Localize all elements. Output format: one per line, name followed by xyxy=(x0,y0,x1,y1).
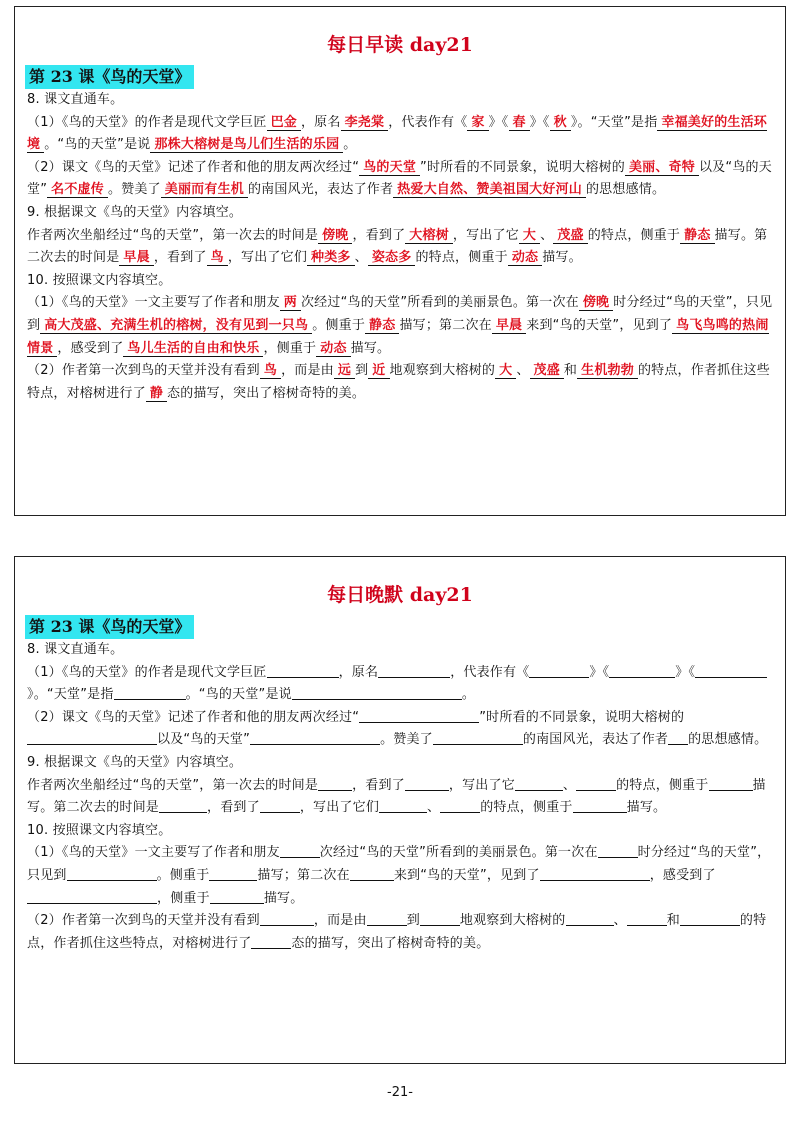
blank-dynamic-2[interactable] xyxy=(210,889,264,904)
blank-big[interactable] xyxy=(515,776,563,791)
answer-place: 鸟的天堂 xyxy=(359,160,420,176)
answer-kinds: 种类多 xyxy=(307,250,355,266)
blank-real-name[interactable] xyxy=(378,663,450,678)
q9-body: 作者两次坐船经过“鸟的天堂”，第一次去的时间是 傍晚 ，看到了 大榕树 ，写出了它 大 、 茂盛 的特点，侧重于 静态 描写。第二次去的时间是 早晨 ，看到了 鸟 ，写出了它们 种类多 、 姿态多 的特点，侧重于 动态 描写。 xyxy=(27,227,768,266)
blank-scenery[interactable] xyxy=(433,730,523,745)
evening-dictation-panel xyxy=(14,556,786,1064)
answer-static-3: 静 xyxy=(146,386,167,402)
answer-worthy: 名不虚传 xyxy=(47,182,108,198)
q8-part1: （1）《鸟的天堂》的作者是现代文学巨匠 ，原名 ，代表作有《 》《 》《》。“天堂”是指 。“鸟的天堂”是说 。 xyxy=(27,662,775,707)
blank-first-time[interactable] xyxy=(318,776,352,791)
blank-place[interactable] xyxy=(359,708,479,723)
answer-dynamic-2: 动态 xyxy=(316,341,350,357)
answer-author: 巴金 xyxy=(267,115,301,131)
blank-second-time[interactable] xyxy=(159,798,207,813)
answer-evening: 傍晚 xyxy=(579,295,613,311)
answer-first-saw: 大榕树 xyxy=(405,228,453,244)
answer-heaven-meaning: 幸福美好的生活环境 xyxy=(27,114,768,153)
answer-static-2: 静态 xyxy=(365,318,399,334)
blank-far[interactable] xyxy=(367,911,407,926)
blank-kinds[interactable] xyxy=(379,798,427,813)
q8-heading: 8. 课文直通车。 xyxy=(27,642,124,657)
answer-second-saw: 鸟 xyxy=(207,250,228,266)
blank-work-2[interactable] xyxy=(609,663,675,678)
blank-morning[interactable] xyxy=(350,866,394,881)
answer-near: 近 xyxy=(368,363,389,379)
answer-feeling: 热爱大自然、赞美祖国大好河山 xyxy=(393,182,586,198)
q10-heading: 10. 按照课文内容填空。 xyxy=(27,272,172,288)
blank-author[interactable] xyxy=(267,663,339,678)
q10-part1: （1）《鸟的天堂》一文主要写了作者和朋友 次经过“鸟的天堂”所看到的美丽景色。第一次在 时分经过“鸟的天堂”，只见到 。侧重于 描写；第二次在 来到“鸟的天堂”，见到了 ，感受到了，侧重于 描写。 xyxy=(27,845,771,906)
blank-work-1[interactable] xyxy=(529,663,589,678)
blank-near[interactable] xyxy=(420,911,460,926)
blank-no-bird[interactable] xyxy=(260,911,314,926)
blank-static-2[interactable] xyxy=(209,866,257,881)
blank-dynamic[interactable] xyxy=(573,798,627,813)
q9-body: 作者两次坐船经过“鸟的天堂”，第一次去的时间是 ，看到了 ，写出了它 、 的特点，侧重于 描写。第二次去的时间是 ，看到了 ，写出了它们 、 的特点，侧重于 描写。 xyxy=(27,777,766,816)
answer-work-2: 春 xyxy=(509,115,530,131)
q10-part2: （2）作者第一次到鸟的天堂并没有看到 ，而是由 到 地观察到大榕树的 、 和 的特点，作者抓住这些特点，对榕树进行了 态的描写，突出了榕树奇特的美。 xyxy=(27,913,767,951)
blank-freedom[interactable] xyxy=(27,889,157,904)
answer-real-name: 李尧棠 xyxy=(341,115,389,131)
evening-lesson-heading: 第 23 课《鸟的天堂》 xyxy=(25,615,194,639)
q10-part2: （2）作者第一次到鸟的天堂并没有看到 鸟 ，而是由 远 到 近 地观察到大榕树的 大 、 茂盛 和 生机勃勃 的特点，作者抓住这些特点，对榕树进行了 静 态的描写，突出了榕树奇特的美。 xyxy=(27,363,770,401)
blank-tree-lush[interactable] xyxy=(627,911,667,926)
evening-title: 每日晚默 day21 xyxy=(327,584,473,606)
answer-first-time: 傍晚 xyxy=(318,228,352,244)
blank-evening[interactable] xyxy=(598,843,638,858)
answer-times: 两 xyxy=(280,295,301,311)
blank-lively-scene[interactable] xyxy=(540,866,650,881)
morning-content xyxy=(27,89,775,405)
q8-heading: 8. 课文直通车。 xyxy=(27,92,124,107)
blank-tree-big[interactable] xyxy=(566,911,614,926)
answer-lively-scene: 鸟飞鸟鸣的热闹情景 xyxy=(27,317,769,356)
q8-part2: （2）课文《鸟的天堂》记述了作者和他的朋友两次经过“ ”时所看的不同景象，说明大榕树的以及“鸟的天堂” 。赞美了 的南国风光，表达了作者 的思想感情。 xyxy=(27,709,768,748)
answer-lush: 茂盛 xyxy=(553,228,587,244)
morning-reading-panel xyxy=(14,6,786,516)
blank-static[interactable] xyxy=(709,776,753,791)
q9-heading: 9. 根据课文《鸟的天堂》内容填空。 xyxy=(27,754,243,770)
blank-second-saw[interactable] xyxy=(260,798,300,813)
answer-bird-heaven-meaning: 那株大榕树是鸟儿们生活的乐园 xyxy=(150,137,343,153)
q10-part1: （1）《鸟的天堂》一文主要写了作者和朋友 两 次经过“鸟的天堂”所看到的美丽景色。第一次在 傍晚 时分经过“鸟的天堂”，只见到 高大茂盛、充满生机的榕树，没有见到一只鸟 。侧重于 静态 描写；第二次在 早晨 来到“鸟的天堂”，见到了 鸟飞鸟鸣的热闹情景 ，感受到了 鸟儿生活的自由和快乐 ，侧重于 动态 描写。 xyxy=(27,295,773,356)
q10-heading: 10. 按照课文内容填空。 xyxy=(27,822,172,838)
blank-tree-scene[interactable] xyxy=(67,866,157,881)
evening-content xyxy=(27,639,775,955)
blank-static-3[interactable] xyxy=(251,934,291,949)
answer-tree-big: 大 xyxy=(495,363,516,379)
blank-poses[interactable] xyxy=(440,798,480,813)
answer-second-time: 早晨 xyxy=(119,250,153,266)
blank-times[interactable] xyxy=(280,843,320,858)
answer-no-bird: 鸟 xyxy=(260,363,281,379)
morning-lesson-heading: 第 23 课《鸟的天堂》 xyxy=(25,65,194,89)
answer-beauty: 美丽、奇特 xyxy=(625,160,699,176)
answer-work-1: 家 xyxy=(467,115,488,131)
answer-tree-scene: 高大茂盛、充满生机的榕树，没有见到一只鸟 xyxy=(40,318,312,334)
answer-static: 静态 xyxy=(680,228,714,244)
answer-poses: 姿态多 xyxy=(368,250,416,266)
answer-vital: 生机勃勃 xyxy=(577,363,638,379)
blank-vital[interactable] xyxy=(680,911,740,926)
answer-far: 远 xyxy=(334,363,355,379)
answer-morning: 早晨 xyxy=(492,318,526,334)
blank-beauty[interactable] xyxy=(27,730,157,745)
blank-feeling[interactable] xyxy=(668,730,688,745)
answer-dynamic: 动态 xyxy=(508,250,542,266)
q8-part2: （2）课文《鸟的天堂》记述了作者和他的朋友两次经过“ 鸟的天堂 ”时所看的不同景象，说明大榕树的 美丽、奇特 以及“鸟的天堂” 名不虚传 。赞美了 美丽而有生机 的南国风光，表达了作者 热爱大自然、赞美祖国大好河山 的思想感情。 xyxy=(27,159,772,198)
answer-freedom: 鸟儿生活的自由和快乐 xyxy=(123,341,263,357)
answer-scenery: 美丽而有生机 xyxy=(161,182,248,198)
q9-heading: 9. 根据课文《鸟的天堂》内容填空。 xyxy=(27,204,243,220)
answer-tree-lush: 茂盛 xyxy=(530,363,564,379)
answer-big: 大 xyxy=(519,228,540,244)
q8-part1: （1）《鸟的天堂》的作者是现代文学巨匠 巴金 ，原名 李尧棠 ，代表作有《 家 》《 春 》《 秋 》。“天堂”是指 幸福美好的生活环境 。“鸟的天堂”是说 那株大榕树是鸟儿们生活的乐园 。 xyxy=(27,114,768,153)
page-number: -21- xyxy=(387,1085,413,1100)
blank-bird-heaven-meaning[interactable] xyxy=(292,685,462,700)
blank-heaven-meaning[interactable] xyxy=(114,685,186,700)
blank-first-saw[interactable] xyxy=(405,776,449,791)
blank-work-3[interactable] xyxy=(695,663,767,678)
blank-worthy[interactable] xyxy=(250,730,380,745)
answer-work-3: 秋 xyxy=(550,115,571,131)
blank-lush[interactable] xyxy=(576,776,616,791)
morning-title: 每日早读 day21 xyxy=(327,34,473,56)
